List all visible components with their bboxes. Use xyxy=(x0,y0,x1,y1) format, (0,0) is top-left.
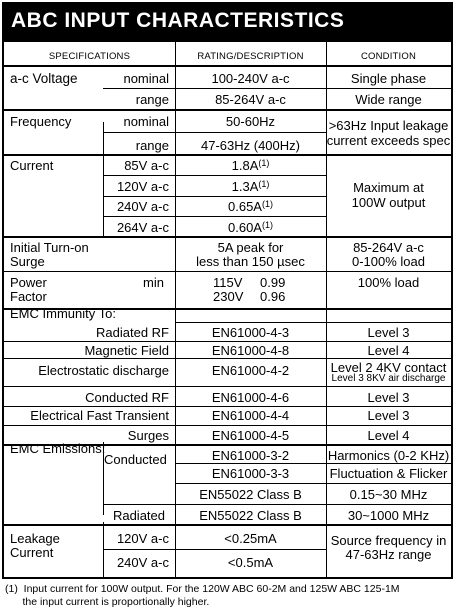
emissions-standard: EN55022 Class B xyxy=(199,508,302,523)
row-divider xyxy=(103,196,326,197)
surge-value-line2: less than 150 µsec xyxy=(196,254,305,269)
emissions-standard: EN61000-3-2 xyxy=(211,448,290,463)
power-factor-voltage: 115V xyxy=(213,275,243,290)
page-title: ABC INPUT CHARACTERISTICS xyxy=(2,2,453,40)
immunity-level: Level 3 xyxy=(367,408,410,423)
row-divider xyxy=(103,88,451,89)
ac-voltage-range-value: 85-264V a-c xyxy=(215,92,286,107)
footnote-ref: (1) xyxy=(261,199,273,209)
emc-immunity-label: EMC Immunity To: xyxy=(10,306,116,321)
immunity-level: Level 2 4KV contact xyxy=(330,360,447,375)
frequency-range-value: 47-63Hz (400Hz) xyxy=(201,138,300,153)
emissions-condition: 30~1000 MHz xyxy=(347,508,430,523)
immunity-level: Level 4 xyxy=(367,428,410,443)
ac-voltage-nominal-label: nominal xyxy=(123,71,169,86)
ac-voltage-range-condition: Wide range xyxy=(355,92,422,107)
footnote-line2: the input current is proportionally higher. xyxy=(5,596,210,608)
current-value xyxy=(175,179,326,194)
footnote-ref: (1) xyxy=(261,220,273,230)
power-factor-label-line2: Factor xyxy=(10,289,47,304)
immunity-standard: EN61000-4-2 xyxy=(211,363,290,378)
current-label: Current xyxy=(10,158,54,173)
leakage-value: <0.25mA xyxy=(224,531,277,546)
immunity-standard: EN61000-4-5 xyxy=(211,428,290,443)
section-divider xyxy=(4,524,451,526)
power-factor-value: 0.96 xyxy=(260,289,286,304)
ac-voltage-range-label: range xyxy=(135,92,169,107)
current-voltage: 85V a-c xyxy=(124,158,169,173)
current-value-text: 1.3A xyxy=(231,179,259,194)
frequency-condition-line1: >63Hz Input leakage xyxy=(328,118,449,133)
immunity-name: Conducted RF xyxy=(85,390,169,405)
current-condition-line2: 100W output xyxy=(351,195,426,210)
emissions-condition: Harmonics (0-2 KHz) xyxy=(327,448,450,463)
emissions-standard: EN55022 Class B xyxy=(199,487,302,502)
surge-value-line1: 5A peak for xyxy=(217,240,284,255)
immunity-standard: EN61000-4-8 xyxy=(211,343,290,358)
current-value-text: 1.8A xyxy=(231,158,259,173)
current-voltage: 240V a-c xyxy=(116,199,169,214)
frequency-nominal-value: 50-60Hz xyxy=(225,114,276,129)
immunity-name: Radiated RF xyxy=(96,325,169,340)
emissions-condition: 0.15~30 MHz xyxy=(349,487,428,502)
frequency-label: Frequency xyxy=(10,114,72,129)
immunity-standard: EN61000-4-3 xyxy=(211,325,290,340)
power-factor-value: 0.99 xyxy=(260,275,286,290)
section-divider xyxy=(4,236,451,238)
header-condition: CONDITION xyxy=(360,51,417,62)
leakage-condition-line1: Source frequency in xyxy=(330,533,447,548)
frequency-condition-line2: current exceeds spec xyxy=(326,133,451,148)
row-divider xyxy=(4,341,451,342)
row-divider xyxy=(4,386,451,387)
header-rating: RATING/DESCRIPTION xyxy=(197,51,304,62)
ac-voltage-label: a-c Voltage xyxy=(10,71,78,86)
immunity-standard: EN61000-4-6 xyxy=(211,390,290,405)
row-divider xyxy=(4,425,451,426)
immunity-level-line2: Level 3 8KV air discharge xyxy=(331,373,446,384)
row-divider xyxy=(103,504,451,505)
ac-voltage-nominal-value: 100-240V a-c xyxy=(211,71,290,86)
row-divider xyxy=(103,175,326,176)
row-divider xyxy=(4,271,451,272)
header-specifications: SPECIFICATIONS xyxy=(48,51,131,62)
emissions-radiated-label: Radiated xyxy=(112,508,165,523)
immunity-level: Level 3 xyxy=(367,390,410,405)
section-divider xyxy=(4,154,451,156)
immunity-level: Level 4 xyxy=(367,343,410,358)
leakage-condition-line2: 47-63Hz range xyxy=(345,547,432,562)
leakage-voltage: 240V a-c xyxy=(116,555,169,570)
ac-voltage-nominal-condition: Single phase xyxy=(350,71,427,86)
row-divider xyxy=(103,132,326,133)
row-divider xyxy=(4,358,451,359)
immunity-name: Electrical Fast Transient xyxy=(30,408,169,423)
emissions-condition: Fluctuation & Flicker xyxy=(329,466,448,481)
footnote-line1: (1) Input current for 100W output. For the 120W ABC 60-2M and 125W ABC 125-1M xyxy=(5,583,400,595)
row-divider xyxy=(103,216,326,217)
emissions-conducted-label: Conducted xyxy=(104,452,167,467)
power-factor-condition: 100% load xyxy=(357,275,420,290)
current-value xyxy=(175,199,326,214)
surge-label-line1: Initial Turn-on xyxy=(10,240,89,255)
surge-condition-line2: 0-100% load xyxy=(352,254,425,269)
leakage-voltage: 120V a-c xyxy=(116,531,169,546)
immunity-standard: EN61000-4-4 xyxy=(211,408,290,423)
surge-condition-line1: 85-264V a-c xyxy=(353,240,424,255)
current-value xyxy=(175,220,326,235)
immunity-name: Electrostatic discharge xyxy=(38,363,169,378)
frequency-range-label: range xyxy=(135,138,169,153)
emc-emissions-label: EMC Emissions: xyxy=(10,441,106,456)
current-voltage: 120V a-c xyxy=(116,179,169,194)
footnote xyxy=(5,583,400,609)
row-divider xyxy=(175,483,451,484)
footnote-ref: (1) xyxy=(258,158,270,168)
current-value xyxy=(175,158,326,173)
current-value-text: 0.65A xyxy=(228,199,262,214)
frequency-nominal-label: nominal xyxy=(123,114,169,129)
immunity-name: Surges xyxy=(127,428,169,443)
emissions-standard: EN61000-3-3 xyxy=(211,466,290,481)
section-divider xyxy=(4,109,451,111)
power-factor-voltage: 230V xyxy=(213,289,244,304)
row-divider xyxy=(103,549,326,550)
current-value-text: 0.60A xyxy=(228,220,262,235)
current-condition-line1: Maximum at xyxy=(353,180,424,195)
immunity-name: Magnetic Field xyxy=(84,343,169,358)
power-factor-min-label: min xyxy=(143,275,164,290)
leakage-value: <0.5mA xyxy=(227,555,274,570)
immunity-level: Level 3 xyxy=(367,325,410,340)
row-divider xyxy=(4,406,451,407)
row-divider xyxy=(175,463,451,464)
surge-label-line2: Surge xyxy=(10,254,45,269)
input-characteristics-table xyxy=(2,40,453,579)
header-divider xyxy=(4,65,451,67)
power-factor-label-line1: Power xyxy=(10,275,47,290)
leakage-label-line2: Current xyxy=(10,545,54,560)
current-voltage: 264V a-c xyxy=(116,220,169,235)
row-divider xyxy=(175,322,451,323)
leakage-label-line1: Leakage xyxy=(10,531,60,546)
footnote-ref: (1) xyxy=(258,179,270,189)
